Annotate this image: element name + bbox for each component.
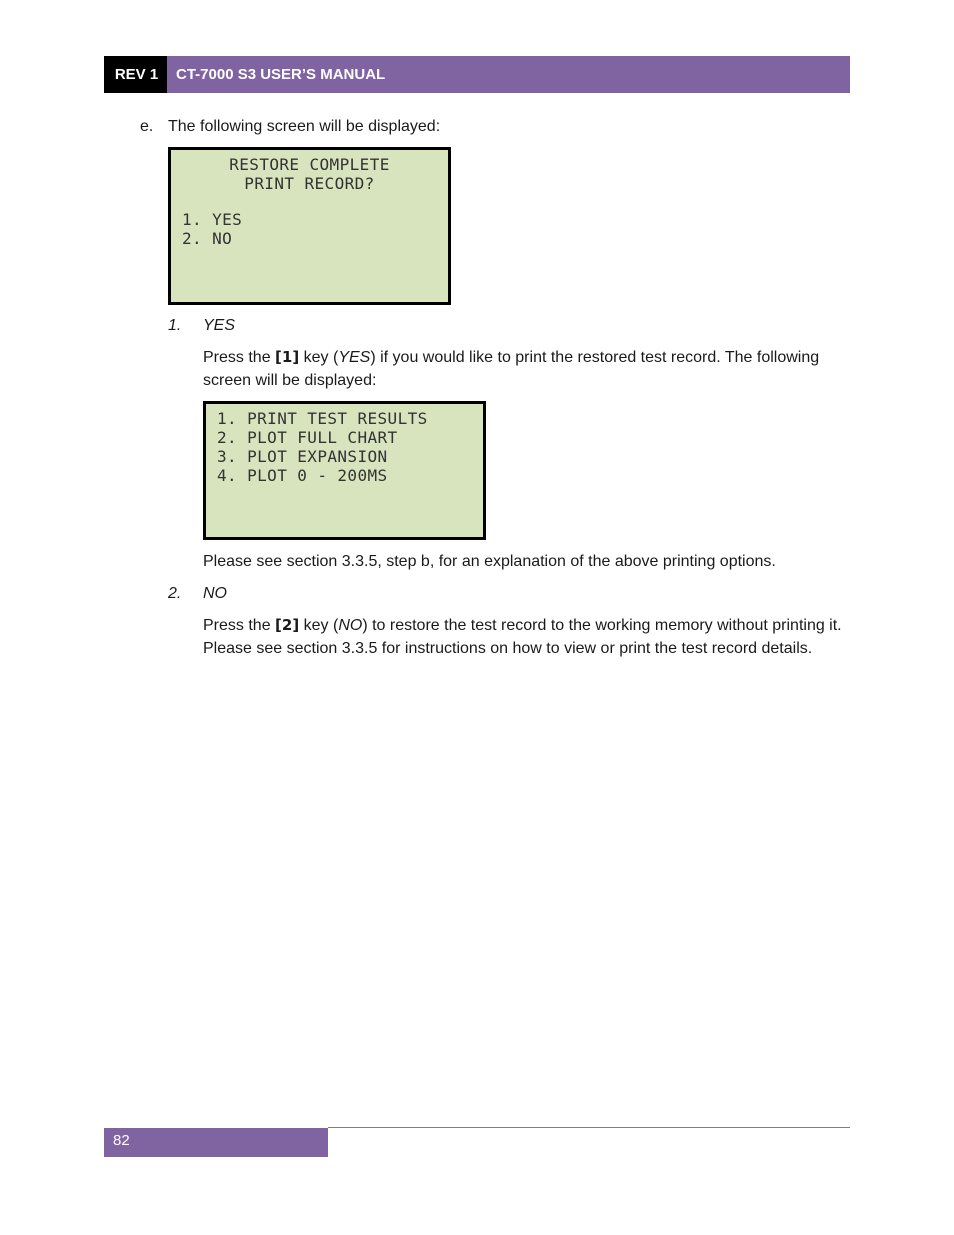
para-text: Press the: [203, 617, 276, 634]
lcd-line: 2. NO: [182, 229, 233, 248]
page-number: 82: [104, 1128, 328, 1157]
manual-title: CT-7000 S3 USER’S MANUAL: [167, 56, 850, 93]
step-e: [140, 115, 440, 138]
option-yes-paragraph: [203, 346, 823, 392]
option-no-number: 2.: [168, 585, 182, 602]
lcd-line: 1. YES: [182, 210, 243, 229]
option-yes-number: 1.: [168, 317, 182, 334]
footer-rule: [328, 1127, 850, 1128]
step-e-text: The following screen will be displayed:: [168, 118, 441, 135]
step-e-marker: e.: [140, 118, 154, 135]
option-no-paragraph: [203, 614, 843, 660]
lcd-line: 3. PLOT EXPANSION: [217, 447, 388, 466]
para-text: Press the: [203, 349, 276, 366]
para-text: ) to restore the test record to the working memory without printing it. Please see section 3.3.5 for instructions on how to view or print the test record details.: [203, 617, 842, 657]
para-text: key (: [299, 617, 339, 634]
key-2: [2]: [275, 616, 300, 634]
option-yes-label: YES: [203, 317, 236, 334]
para-text: key (: [299, 349, 339, 366]
key-1: [1]: [275, 348, 300, 366]
lcd-line: 2. PLOT FULL CHART: [217, 428, 398, 447]
lcd-line: RESTORE COMPLETE: [229, 155, 390, 174]
option-no-label: NO: [203, 585, 227, 602]
lcd-line: PRINT RECORD?: [244, 174, 375, 193]
para-text: ) if you would like to print the restored test record. The following screen will be displayed:: [203, 349, 820, 389]
key-word: YES: [338, 349, 371, 366]
printing-options-note: Please see section 3.3.5, step b, for an explanation of the above printing options.: [203, 553, 776, 570]
revision-label: REV 1: [104, 56, 167, 93]
lcd-line: 4. PLOT 0 - 200MS: [217, 466, 388, 485]
lcd-screen-print-options: [203, 401, 486, 540]
page-header: [104, 56, 850, 93]
lcd-line: 1. PRINT TEST RESULTS: [217, 409, 428, 428]
key-word: NO: [338, 617, 363, 634]
lcd-screen-restore-complete: [168, 147, 451, 305]
